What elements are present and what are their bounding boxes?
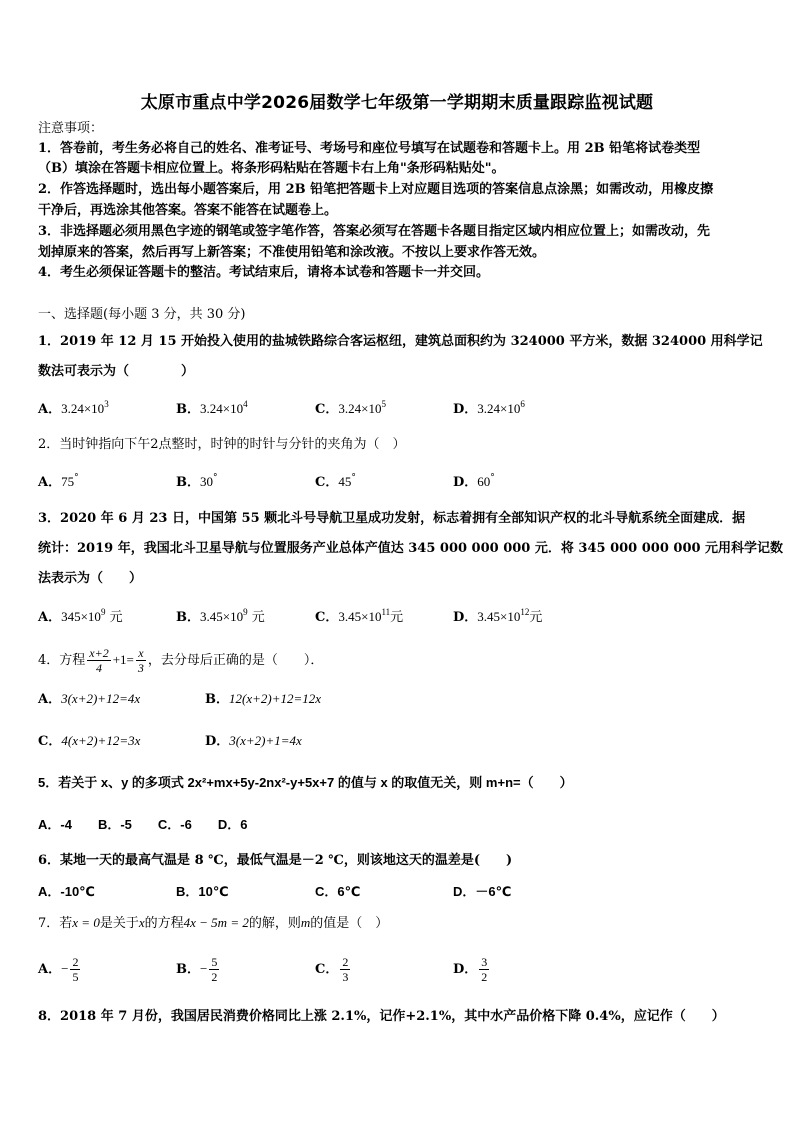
question-1-text: 1．2019 年 12 月 15 开始投入使用的盐城铁路综合客运枢纽，建筑总面积约为 324000 平方米，数据 324000 用科学记	[38, 334, 763, 349]
fraction: $\frac{x}{3}$	[137, 646, 144, 675]
q2-option-b: B．30°	[176, 473, 218, 490]
q7-option-b: B．− $\frac{5}{2}$	[176, 955, 218, 984]
notice-line: 3．非选择题必须用黑色字迹的钢笔或签字笔作答，答案必须写在答题卡各题目指定区域内相应位置上；如需改动，先	[38, 224, 711, 239]
q3-option-b: B．$3.45\times 10^9$ 元	[176, 607, 265, 625]
notice-line: 4．考生必须保证答题卡的整洁。考试结束后，请将本试卷和答题卡一并交回。	[38, 265, 490, 280]
q7-option-d: D． $\frac{3}{2}$	[453, 955, 488, 984]
question-3-text-cont: 法表示为（ ）	[38, 571, 143, 586]
section-heading: 一、选择题(每小题 3 分，共 30 分)	[38, 307, 246, 322]
fraction: $\frac{x+2}{4}$	[89, 646, 109, 675]
q5-options: A．-4 B．-5 C．-6 D．6	[38, 817, 248, 832]
q7-option-c: C． $\frac{2}{3}$	[315, 955, 349, 984]
q2-option-a: A．75°	[38, 473, 79, 490]
q4-option-a: A．3(x+2)+12=4x	[38, 691, 141, 707]
question-2-text: 2．当时钟指向下午2点整时，时钟的时针与分针的夹角为（ ）	[38, 437, 406, 452]
fraction: $\frac{2}{3}$	[342, 955, 349, 984]
notice-line: 划掉原来的答案，然后再写上新答案；不准使用铅笔和涂改液。不按以上要求作答无效。	[38, 245, 546, 260]
question-4-text: 4．方程 $\frac{x+2}{4}$ +1= $\frac{x}{3}$ ，去分母后正确的是（ ）．	[38, 646, 324, 675]
question-7-text: 7．若x = 0是关于x的方程4x − 5m = 2的解，则m的值是（ ）	[38, 915, 389, 931]
exam-title: 太原市重点中学2026届数学七年级第一学期期末质量跟踪监视试题	[140, 93, 654, 113]
notice-line: 2．作答选择题时，选出每小题答案后，用 2B 铅笔把答题卡上对应题目选项的答案信息点涂黑；如需改动，用橡皮擦	[38, 182, 714, 197]
question-3-text: 3．2020 年 6 月 23 日，中国第 55 颗北斗号导航卫星成功发射，标志着拥有全部知识产权的北斗导航系统全面建成．据	[38, 511, 746, 526]
question-5-text: 5．若关于 x、y 的多项式 2x²+mx+5y-2nx²-y+5x+7 的值与 x 的取值无关，则 m+n=（ ）	[38, 775, 573, 790]
q6-option-b: B．10℃	[176, 884, 229, 899]
q3-option-d: D．$3.45\times 10^{12}$元	[453, 607, 543, 625]
notice-line: （B）填涂在答题卡相应位置上。将条形码粘贴在答题卡右上角"条形码粘贴处"。	[38, 161, 505, 176]
q2-option-d: D．60°	[453, 473, 495, 490]
fraction: $\frac{3}{2}$	[481, 955, 488, 984]
q1-option-c: C．$3.24\times 10^5$	[315, 399, 386, 417]
q1-option-d: D．$3.24\times 10^6$	[453, 399, 525, 417]
q7-option-a: A．− $\frac{2}{5}$	[38, 955, 79, 984]
q6-option-a: A．-10℃	[38, 884, 95, 899]
q4-option-d: D．3(x+2)+1=4x	[205, 733, 302, 749]
question-3-text-cont: 统计：2019 年，我国北斗卫星导航与位置服务产业总体产值达 345 000 000 000 元．将 345 000 000 000 元用科学记数	[38, 541, 784, 556]
fraction: $\frac{2}{5}$	[72, 955, 79, 984]
question-8-text: 8．2018 年 7 月份，我国居民消费价格同比上涨 2.1%，记作+2.1%，其中水产品价格下降 0.4%，应记作（ ）	[38, 1009, 725, 1024]
fraction: $\frac{5}{2}$	[211, 955, 218, 984]
q2-option-c: C．45°	[315, 473, 356, 490]
q1-option-b: B．$3.24\times 10^4$	[176, 399, 248, 417]
q6-option-d: D．－6℃	[453, 884, 512, 899]
question-1-text-cont: 数法可表示为（ ）	[38, 364, 195, 379]
q3-option-c: C．$3.45\times 10^{11}$元	[315, 607, 404, 625]
q4-option-b: B．12(x+2)+12=12x	[205, 691, 322, 707]
question-6-text: 6．某地一天的最高气温是 8 ℃，最低气温是－2 ℃，则该地这天的温差是( )	[38, 853, 513, 868]
notice-line: 1．答卷前，考生务必将自己的姓名、准考证号、考场号和座位号填写在试题卷和答题卡上。用 2B 铅笔将试卷类型	[38, 141, 701, 156]
notice-heading: 注意事项：	[38, 121, 104, 136]
q1-option-a: A．$3.24\times 10^3$	[38, 399, 109, 417]
q6-option-c: C．6℃	[315, 884, 361, 899]
q3-option-a: A．$345\times 10^9$ 元	[38, 607, 123, 625]
notice-line: 干净后，再选涂其他答案。答案不能答在试题卷上。	[38, 203, 338, 218]
q4-option-c: C．4(x+2)+12=3x	[38, 733, 141, 749]
